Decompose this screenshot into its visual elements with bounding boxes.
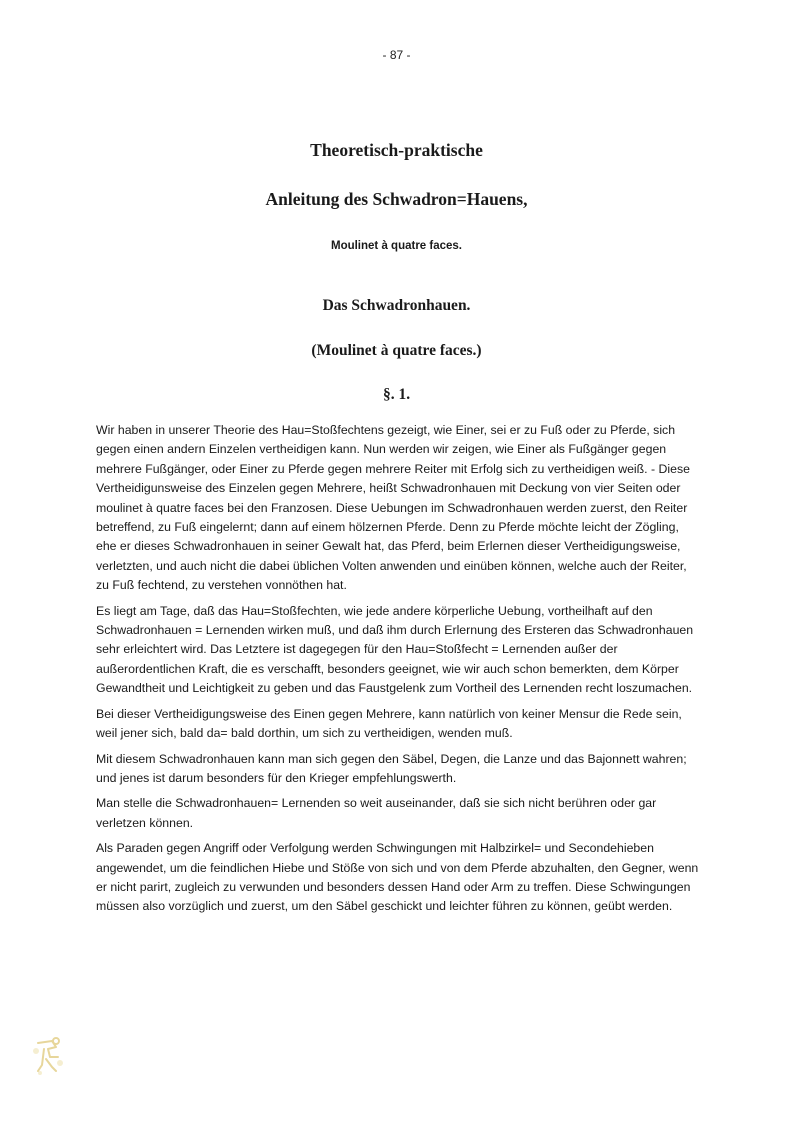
title-line-2: Anleitung des Schwadron=Hauens, (265, 189, 528, 209)
paragraph-number: §. 1. (382, 386, 411, 403)
page-number: - 87 - (382, 48, 411, 62)
paragraph-5: Man stelle die Schwadronhauen= Lernenden so weit auseinander, daß sie sich nicht berühren oder gar verletzen können. (96, 796, 657, 830)
paragraph-6: Als Paraden gegen Angriff oder Verfolgung werden Schwingungen mit Halbzirkel= und Secondehieben angewendet, um die feindlichen Hiebe und Stöße von sich und von dem Pferde abzuhalten, den Gegner, wenn er nicht parirt, zugleich zu verwunden und besonders dessen Hand oder Arm zu treffen. Diese Schwingungen müssen also vorzüglich und zuerst, um den Säbel geschickt und leichter führen zu können, geübt werden. (96, 841, 699, 914)
paragraph-4: Mit diesem Schwadronhauen kann man sich gegen den Säbel, Degen, die Lanze und das Bajonnett wahren; und jenes ist darum besonders für den Krieger empfehlungswerth. (96, 751, 687, 785)
paragraph-3: Bei dieser Vertheidigungsweise des Einen gegen Mehrere, kann natürlich von keiner Mensur die Rede sein, weil jener sich, bald da= bald dorthin, um sich zu vertheidigen, wenden muß. (96, 706, 682, 741)
title-subtitle: Moulinet à quatre faces. (330, 240, 462, 252)
fencing-figure-stamp-icon (30, 1035, 66, 1075)
section-title: Das Schwadronhauen. (322, 297, 471, 314)
body-text (96, 421, 701, 923)
paragraph-2: Es liegt am Tage, daß das Hau=Stoßfechten, wie jede andere körperliche Uebung, vortheilhaft auf den Schwadronhauen = Lernenden wirken muß, und daß ihm durch Erlernung des Ersteren das Schwadronhauen sehr erleichtert wird. Das Letztere ist dagegegen für den Hau=Stoßfecht = Lernenden außer der außerordentlichen Kraft, die es verschafft, besonders geeignet, wie wir auch schon bemerkten, dem Körper Gewandtheit und Leichtigkeit zu geben und das Faustgelenk zum Vortheil des Lernenden recht loszumachen. (96, 603, 694, 696)
section-subtitle: (Moulinet à quatre faces.) (311, 342, 482, 359)
title-line-1: Theoretisch-praktische (310, 140, 483, 160)
paragraph-1: Wir haben in unserer Theorie des Hau=Stoßfechtens gezeigt, wie Einer, sei er zu Fuß oder zu Pferde, sich gegen einen andern Einzelen vertheidigen kann. Nun werden wir zeigen, wie Einer als Fußgänger gegen mehrere Fußgänger, oder Einer zu Pferde gegen mehrere Reiter mit Erfolg sich zu vertheidigen weiß. - Diese Vertheidigunsweise des Einzelen gegen Mehrere, heißt Schwadronhauen mit Deckung von vier Seiten oder moulinet à quatre faces bei den Franzosen. Diese Uebungen im Schwadronhauen werden zuerst, den Reiter betreffend, zu Fuß eingelernt; dann auf einem hölzernen Pferde. Denn zu Pferde möchte leicht der Zögling, ehe er dieses Schwadronhauen in seiner Gewalt hat, das Pferd, beim Erlernen dieser Vertheidigungsweise, verletzten, und auch nicht die dabei üblichen Volten anwenden und einüben können, welche auch der Reiter, zu Fuß fechtend, zu verstehen vonnöthen hat. (96, 423, 690, 593)
